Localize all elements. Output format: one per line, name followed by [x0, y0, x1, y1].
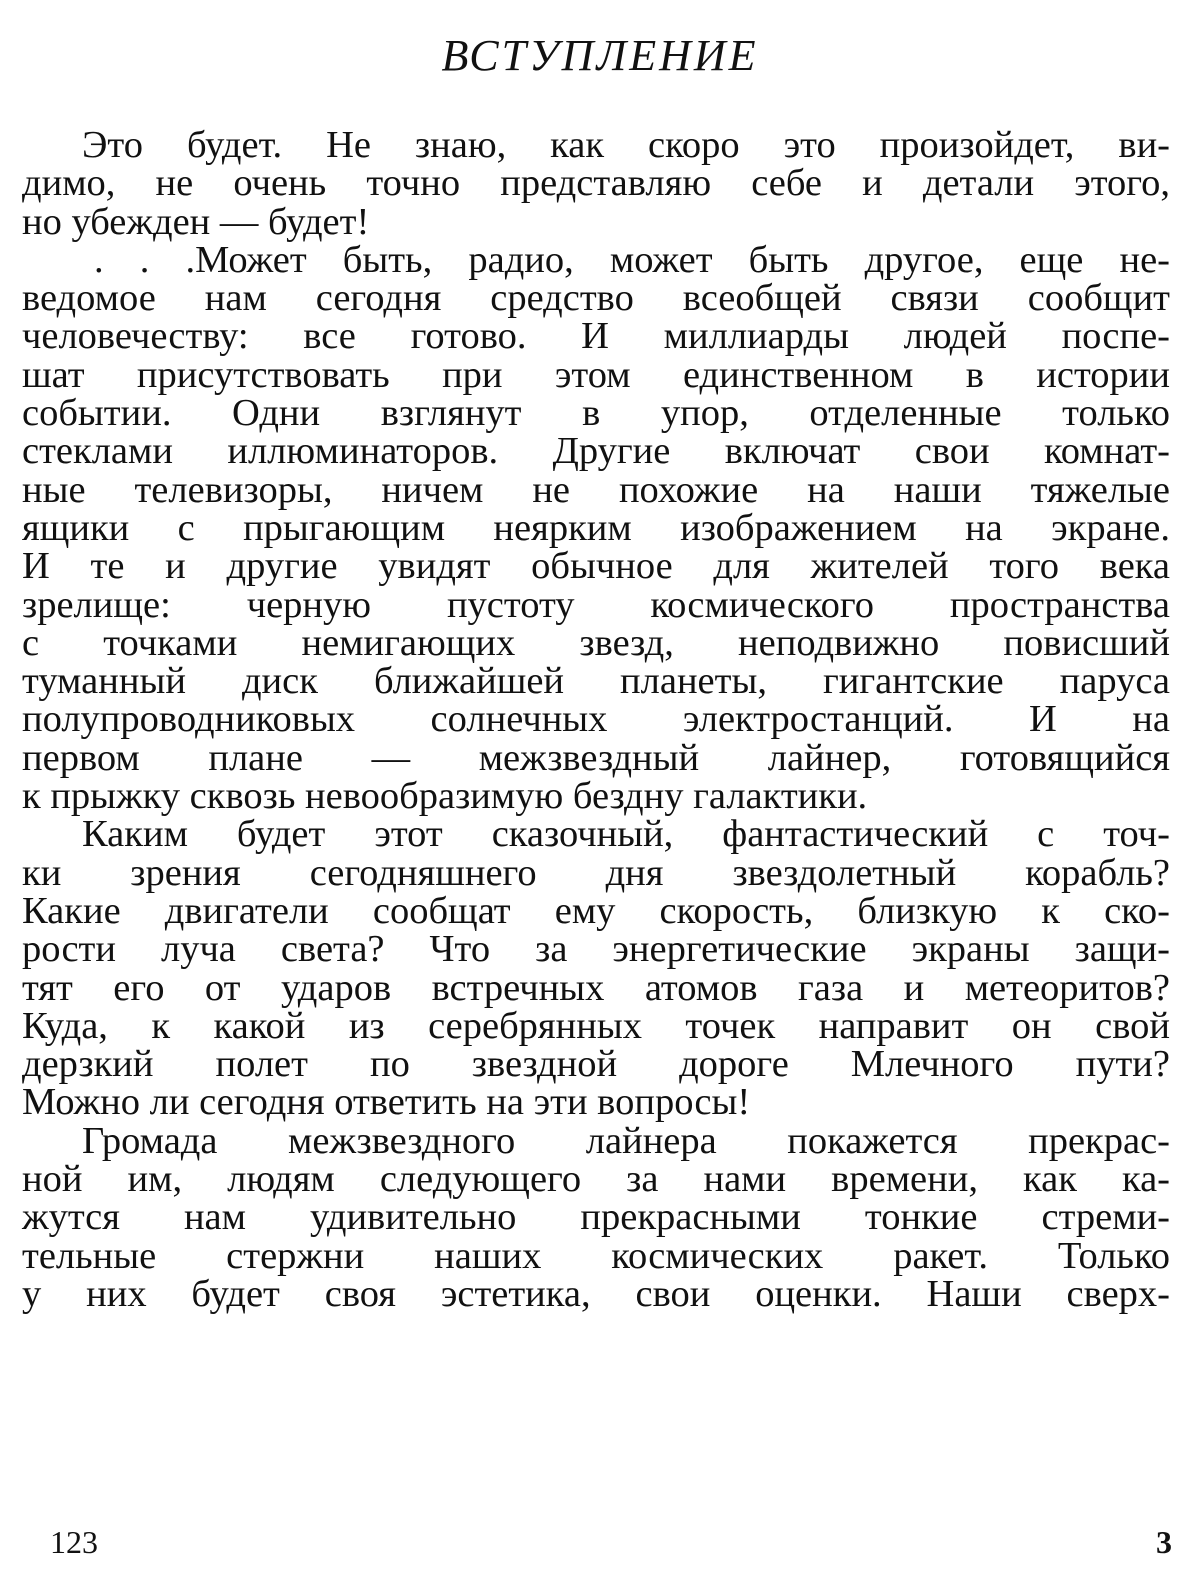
- text-line: туманный диск ближайшей планеты, гигантские паруса: [22, 660, 1170, 703]
- body-text: [22, 126, 1170, 1313]
- text-line: Громада межзвездного лайнера покажется прекрас-: [82, 1119, 1170, 1162]
- text-line: но убежден — будет!: [22, 200, 370, 243]
- text-line: рости луча света? Что за энергетические экраны защи-: [22, 928, 1170, 971]
- text-line: стеклами иллюминаторов. Другие включат свои комнат-: [22, 430, 1170, 473]
- page-number: 3: [1156, 1524, 1172, 1560]
- text-line: ящики с прыгающим неярким изображением на экране.: [22, 506, 1170, 549]
- text-line: ные телевизоры, ничем не похожие на наши тяжелые: [22, 468, 1170, 511]
- text-line: Каким будет этот сказочный, фантастический с точ-: [82, 813, 1170, 856]
- text-line: человечеству: все готово. И миллиарды людей поспе-: [22, 315, 1170, 358]
- text-line: Можно ли сегодня ответить на эти вопросы!: [22, 1081, 751, 1124]
- text-line: И те и другие увидят обычное для жителей того века: [22, 545, 1170, 588]
- text-line: Куда, к какой из серебрянных точек направит он свой: [22, 1004, 1170, 1047]
- text-line: событии. Одни взглянут в упор, отделенные только: [22, 392, 1170, 435]
- text-line: жутся нам удивительно прекрасными тонкие стреми-: [22, 1196, 1170, 1239]
- text-line: Какие двигатели сообщат ему скорость, близкую к ско-: [22, 889, 1170, 932]
- text-line: ной им, людям следующего за нами времени, как ка-: [22, 1158, 1170, 1201]
- text-line: Это будет. Не знаю, как скоро это произойдет, ви-: [82, 124, 1170, 166]
- chapter-heading: ВСТУПЛЕНИЕ: [441, 31, 759, 80]
- text-line: тельные стержни наших космических ракет. Только: [22, 1234, 1170, 1277]
- text-line: дерзкий полет по звездной дороге Млечного пути?: [22, 1043, 1170, 1086]
- text-line: с точками немигающих звезд, неподвижно повисший: [22, 621, 1170, 664]
- text-line: . . .Может быть, радио, может быть другое, еще не-: [94, 238, 1170, 281]
- text-line: ведомое нам сегодня средство всеобщей связи сообщит: [22, 277, 1170, 320]
- footer-number-left: 123: [50, 1524, 98, 1560]
- text-line: у них будет своя эстетика, свои оценки. Наши сверх-: [22, 1272, 1170, 1315]
- text-line: димо, не очень точно представляю себе и детали этого,: [22, 162, 1170, 205]
- text-line: шат присутствовать при этом единственном в истории: [22, 353, 1170, 396]
- text-line: тят его от ударов встречных атомов газа и метеоритов?: [22, 966, 1170, 1009]
- text-line: зрелище: черную пустоту космического пространства: [22, 583, 1170, 626]
- text-line: ки зрения сегодняшнего дня звездолетный корабль?: [22, 851, 1170, 894]
- text-line: к прыжку сквозь невообразимую бездну галактики.: [22, 775, 868, 818]
- text-line: полупроводниковых солнечных электростанций. И на: [22, 698, 1170, 741]
- text-line: первом плане — межзвездный лайнер, готовящийся: [22, 736, 1170, 779]
